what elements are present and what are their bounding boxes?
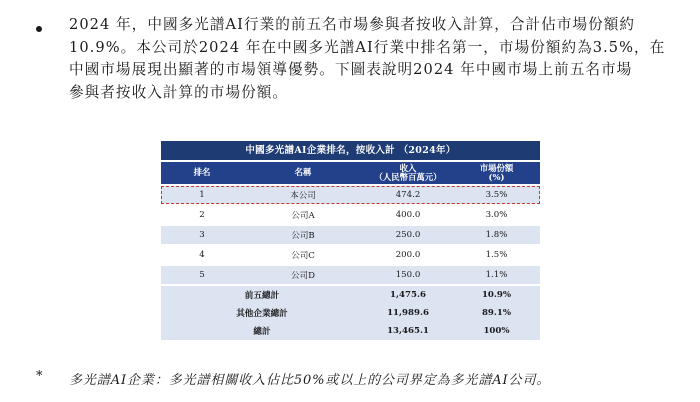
- cell-name: 公司C: [291, 251, 315, 261]
- cell-share: 1.1%: [485, 270, 508, 280]
- table-title: 中國多光譜AI企業排名，按收入計 （2024年）: [161, 141, 540, 160]
- cell-rank: 2: [199, 210, 205, 220]
- cell-revenue: 150.0: [395, 270, 421, 280]
- cell-revenue: 400.0: [395, 210, 421, 220]
- cell-name: 公司D: [290, 271, 316, 281]
- summary-label: 其他企業總計: [236, 309, 288, 319]
- bullet-dot-icon: [36, 26, 42, 32]
- cell-name: 公司B: [291, 231, 315, 241]
- cell-name: 公司A: [291, 211, 315, 221]
- cell-revenue: 474.2: [395, 190, 421, 200]
- header-name: 名稱: [294, 167, 312, 178]
- summary-share: 89.1%: [481, 308, 512, 318]
- cell-share: 3.5%: [485, 190, 508, 200]
- header-revenue: 收入 （人民幣百萬元）: [374, 162, 442, 182]
- footnote-marker: *: [36, 369, 44, 384]
- cell-share: 1.5%: [485, 250, 508, 260]
- cell-share: 3.0%: [485, 210, 508, 220]
- table-row-company: [161, 186, 540, 204]
- cell-share: 1.8%: [485, 230, 508, 240]
- paragraph-line-4: 參與者按收入計算的市場份額。: [69, 83, 289, 101]
- cell-rank: 4: [199, 250, 205, 260]
- paragraph-line-2: 10.9%。本公司於2024 年在中國多光譜AI行業中排名第一，市場份額約為3.5%，在: [69, 38, 666, 56]
- table-row: [161, 266, 540, 284]
- summary-row-others: [161, 304, 540, 322]
- header-rank: 排名: [193, 167, 211, 178]
- paragraph-text: [69, 14, 679, 104]
- cell-revenue: 200.0: [395, 250, 421, 260]
- paragraph-line-3: 中國市場展現出顯著的市場領導優勢。下圖表說明2024 年中國市場上前五名市場: [69, 61, 633, 79]
- table-header-row: [161, 162, 540, 184]
- summary-label: 總計: [253, 327, 271, 337]
- header-share: 市場份額 (%): [479, 162, 514, 182]
- cell-rank: 1: [199, 190, 205, 200]
- summary-label: 前五總計: [244, 291, 280, 301]
- cell-rank: 3: [199, 230, 205, 240]
- table-row: [161, 206, 540, 224]
- paragraph-line-1: 2024 年，中國多光譜AI行業的前五名市場參與者按收入計算，合計佔市場份額約: [69, 16, 636, 33]
- summary-share: 10.9%: [481, 290, 512, 300]
- market-share-table: [161, 141, 540, 340]
- summary-revenue: 13,465.1: [387, 326, 429, 336]
- footnote-text: 多光譜AI企業：多光譜相關收入佔比50%或以上的公司界定為多光譜AI公司。: [69, 373, 551, 388]
- cell-name: 本公司: [290, 191, 316, 201]
- table-row: [161, 226, 540, 244]
- table-row: [161, 246, 540, 264]
- summary-row-top5: [161, 286, 540, 304]
- summary-share: 100%: [483, 326, 510, 336]
- cell-revenue: 250.0: [395, 230, 421, 240]
- summary-revenue: 11,989.6: [387, 308, 429, 318]
- summary-revenue: 1,475.6: [390, 290, 426, 300]
- cell-rank: 5: [199, 270, 205, 280]
- summary-row-total: [161, 322, 540, 340]
